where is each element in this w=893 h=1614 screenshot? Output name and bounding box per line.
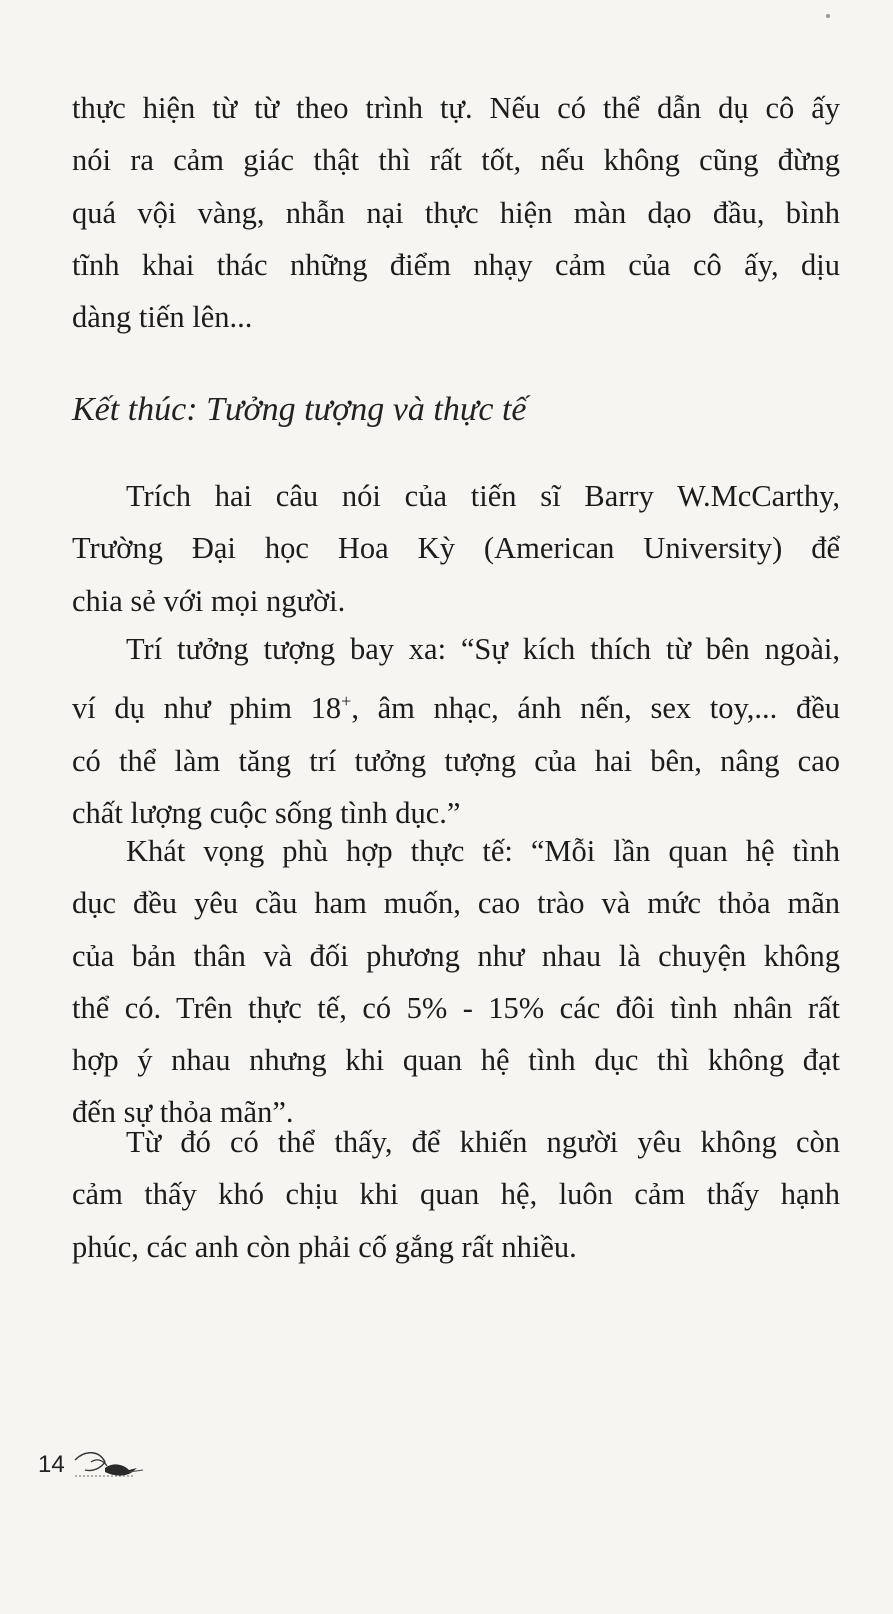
superscript-plus: + bbox=[341, 691, 352, 712]
paragraph-intro bbox=[72, 470, 840, 627]
page-number: 14 bbox=[38, 1451, 65, 1478]
text-line: Trường Đại học Hoa Kỳ (American University) để bbox=[72, 531, 840, 566]
paragraph-conclusion bbox=[72, 1116, 840, 1273]
paragraph-continuation bbox=[72, 82, 840, 343]
text-line bbox=[72, 675, 840, 734]
text-fragment: ví dụ như phim 18 bbox=[72, 691, 342, 726]
text-line: phúc, các anh còn phải cố gắng rất nhiều. bbox=[72, 1229, 577, 1264]
text-line: Khát vọng phù hợp thực tế: “Mỗi lần quan hệ tình bbox=[126, 834, 840, 868]
text-line: thể có. Trên thực tế, có 5% - 15% các đôi tình nhân rất bbox=[72, 990, 840, 1025]
text-line: cảm thấy khó chịu khi quan hệ, luôn cảm thấy hạnh bbox=[72, 1177, 840, 1212]
text-line: chia sẻ với mọi người. bbox=[72, 583, 346, 618]
text-line: Từ đó có thể thấy, để khiến người yêu không còn bbox=[126, 1125, 840, 1159]
text-line: đến sự thỏa mãn”. bbox=[72, 1095, 294, 1130]
section-heading: Kết thúc: Tưởng tượng và thực tế bbox=[72, 391, 527, 428]
text-line: của bản thân và đối phương như nhau là chuyện không bbox=[72, 938, 840, 973]
text-line: Trích hai câu nói của tiến sĩ Barry W.McCarthy, bbox=[126, 479, 840, 513]
page-footer bbox=[38, 1448, 147, 1482]
scan-speck bbox=[826, 14, 830, 18]
text-line: dục đều yêu cầu ham muốn, cao trào và mức thỏa mãn bbox=[72, 886, 840, 921]
bird-swash-ornament-icon bbox=[71, 1448, 147, 1482]
text-line: nói ra cảm giác thật thì rất tốt, nếu không cũng đừng bbox=[72, 143, 840, 178]
paragraph-imagination bbox=[72, 623, 840, 839]
text-line: chất lượng cuộc sống tình dục.” bbox=[72, 796, 461, 831]
text-line: thực hiện từ từ theo trình tự. Nếu có thể dẫn dụ cô ấy bbox=[72, 91, 840, 125]
paragraph-reality bbox=[72, 825, 840, 1139]
text-line: dàng tiến lên... bbox=[72, 300, 253, 335]
text-line: tĩnh khai thác những điểm nhạy cảm của cô ấy, dịu bbox=[72, 247, 840, 282]
text-line: quá vội vàng, nhẫn nại thực hiện màn dạo đầu, bình bbox=[72, 195, 840, 230]
text-line: hợp ý nhau nhưng khi quan hệ tình dục thì không đạt bbox=[72, 1043, 840, 1078]
text-line: có thể làm tăng trí tưởng tượng của hai bên, nâng cao bbox=[72, 743, 840, 778]
text-fragment: , âm nhạc, ánh nến, sex toy,... đều bbox=[351, 691, 840, 726]
text-line: Trí tưởng tượng bay xa: “Sự kích thích từ bên ngoài, bbox=[126, 632, 840, 666]
